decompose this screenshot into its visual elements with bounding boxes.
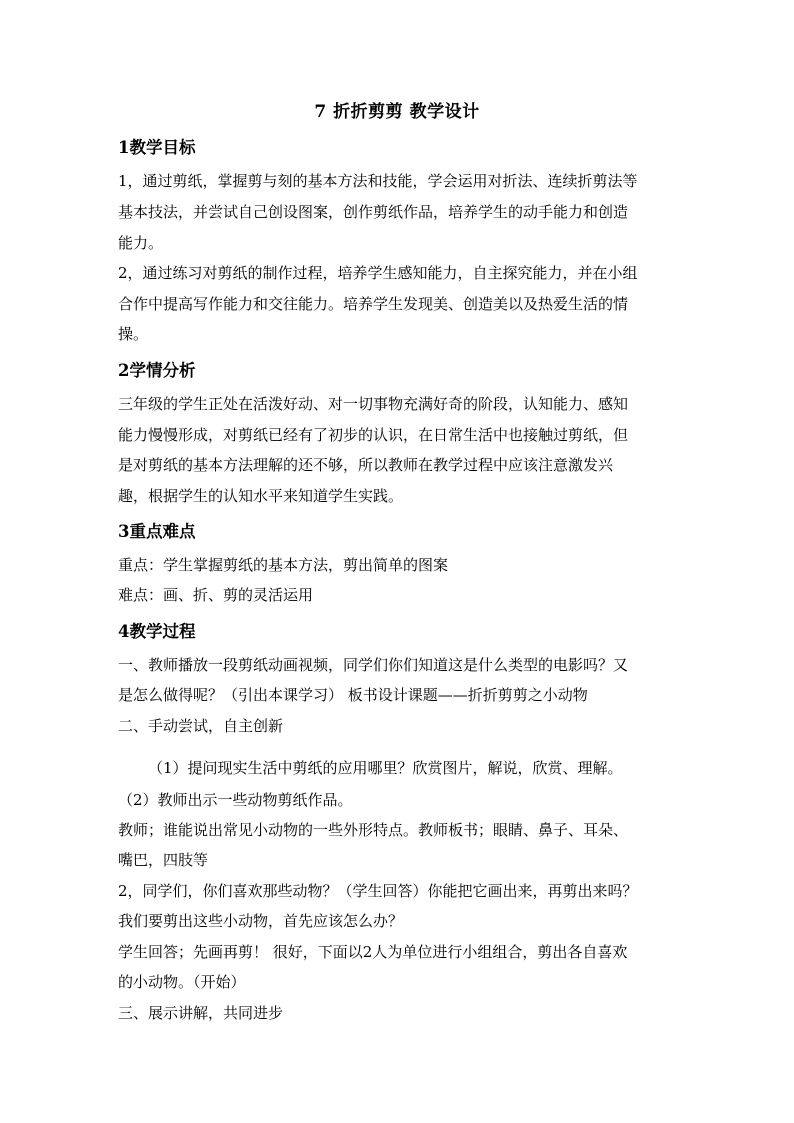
goals-p2-line: 操。 xyxy=(118,325,149,343)
process-line: 我们要剪出这些小动物，首先应该怎么办？ xyxy=(118,912,404,930)
analysis-line: 能力慢慢形成，对剪纸已经有了初步的认识，在日常生活中也接触过剪纸，但 xyxy=(118,426,629,444)
goals-p2-line: 2，通过练习对剪纸的制作过程，培养学生感知能力，自主探究能力，并在小组 xyxy=(118,264,638,282)
process-line: 学生回答；先画再剪！ 很好，下面以2人为单位进行小组组合，剪出各自喜欢 xyxy=(118,943,628,961)
heading-learner-analysis: 2学情分析 xyxy=(118,361,196,380)
process-line: 教师；谁能说出常见小动物的一些外形特点。教师板书；眼睛、鼻子、耳朵、 xyxy=(118,821,629,839)
process-line: （1）提问现实生活中剪纸的应用哪里？欣赏图片，解说，欣赏、理解。 xyxy=(148,759,623,777)
heading-teaching-goals: 1教学目标 xyxy=(118,138,196,157)
analysis-line: 是对剪纸的基本方法理解的还不够，所以教师在教学过程中应该注意激发兴 xyxy=(118,456,614,474)
key-difficulty: 难点：画、折、剪的灵活运用 xyxy=(118,586,314,604)
process-line: 是怎么做得呢？（引出本课学习） 板书设计课题——折折剪剪之小动物 xyxy=(118,686,588,704)
process-line: 二、手动尝试，自主创新 xyxy=(118,717,284,735)
goals-p2-line: 合作中提高写作能力和交往能力。培养学生发现美、创造美以及热爱生活的情 xyxy=(118,295,629,313)
goals-p1-line: 能力。 xyxy=(118,234,164,252)
process-line: 嘴巴，四肢等 xyxy=(118,851,209,869)
heading-teaching-process: 4教学过程 xyxy=(118,622,196,641)
analysis-line: 趣，根据学生的认知水平来知道学生实践。 xyxy=(118,487,404,505)
process-line: 一、教师播放一段剪纸动画视频，同学们你们知道这是什么类型的电影吗？又 xyxy=(118,656,629,674)
analysis-line: 三年级的学生正处在活泼好动、对一切事物充满好奇的阶段，认知能力、感知 xyxy=(118,395,629,413)
process-line: （2）教师出示一些动物剪纸作品。 xyxy=(118,791,353,809)
goals-p1-line: 基本技法，并尝试自己创设图案，创作剪纸作品，培养学生的动手能力和创造 xyxy=(118,203,629,221)
heading-key-points: 3重点难点 xyxy=(118,522,196,541)
process-line: 2，同学们，你们喜欢那些动物？（学生回答）你能把它画出来，再剪出来吗？ xyxy=(118,882,638,900)
document-title: 7 折折剪剪 教学设计 xyxy=(314,102,480,122)
goals-p1-line: 1，通过剪纸，掌握剪与刻的基本方法和技能，学会运用对折法、连续折剪法等 xyxy=(118,172,638,190)
process-line: 的小动物。（开始） xyxy=(118,973,246,991)
key-focus: 重点：学生掌握剪纸的基本方法，剪出简单的图案 xyxy=(118,556,449,574)
process-line: 三、展示讲解，共同进步 xyxy=(118,1004,284,1022)
